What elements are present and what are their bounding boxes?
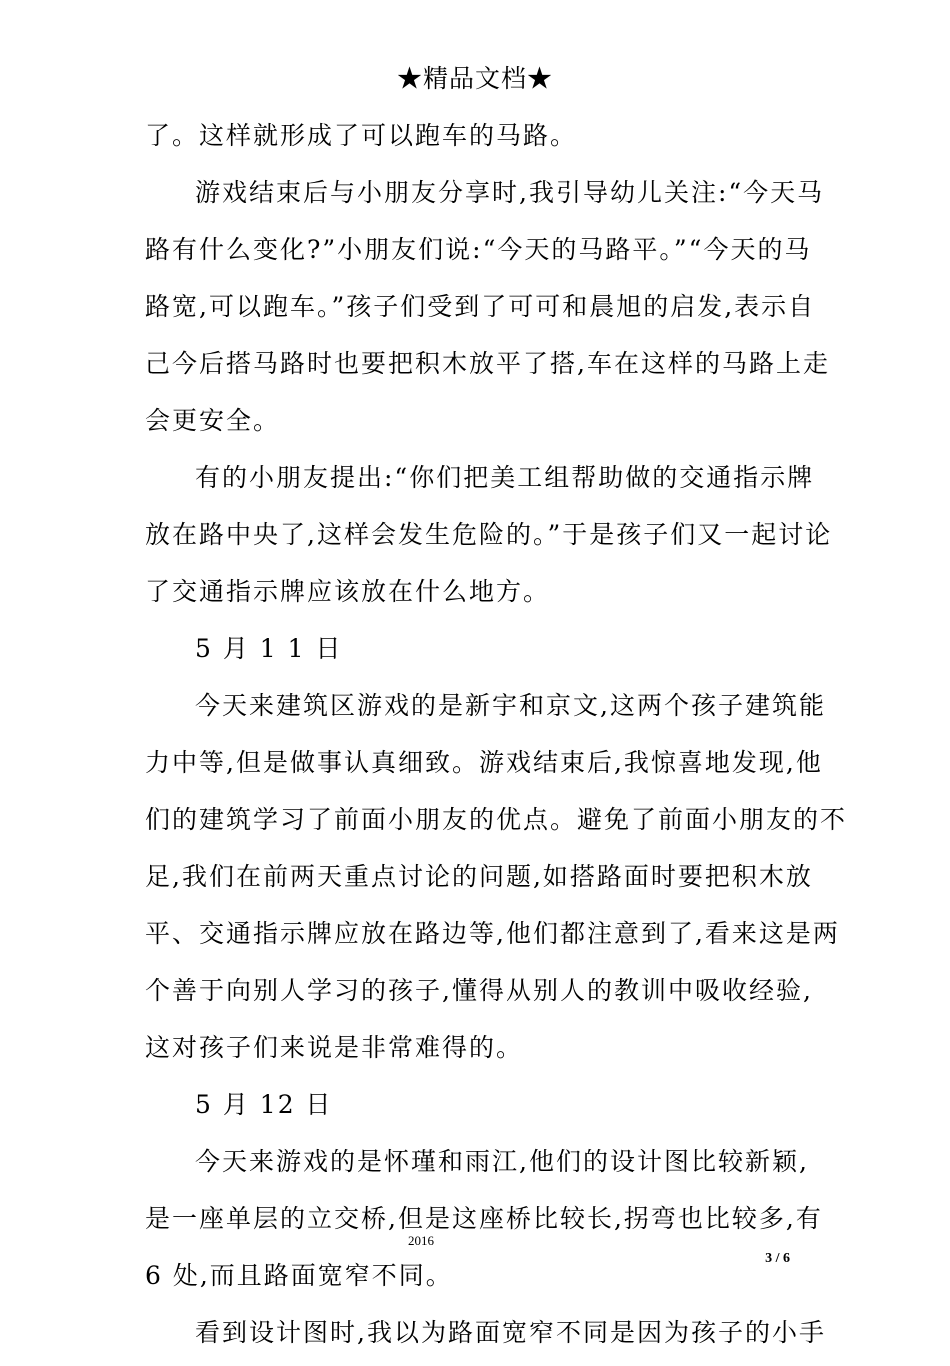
text-line: 了。这样就形成了可以跑车的马路。 [145,121,578,150]
date-heading: 5 月 12 日 [195,1090,333,1119]
text-line: 平、交通指示牌应放在路边等,他们都注意到了,看来这是两 [145,919,840,948]
text-line: 会更安全。 [145,406,281,435]
text-line: 路有什么变化?”小朋友们说:“今天的马路平。”“今天的马 [145,235,812,264]
page-header-title: ★精品文档★ [396,64,553,93]
text-line: 游戏结束后与小朋友分享时,我引导幼儿关注:“今天马 [195,178,825,207]
document-body [145,112,848,1366]
text-line: 今天来游戏的是怀瑾和雨江,他们的设计图比较新颖, [195,1147,809,1176]
text-line: 力中等,但是做事认真细致。游戏结束后,我惊喜地发现,他 [145,748,823,777]
text-line: 己今后搭马路时也要把积木放平了搭,车在这样的马路上走 [145,349,830,378]
text-line: 足,我们在前两天重点讨论的问题,如搭路面时要把积木放 [145,862,813,891]
text-line: 看到设计图时,我以为路面宽窄不同是因为孩子的小手 [195,1318,826,1347]
date-heading: 5 月 1 1 日 [195,634,343,663]
text-line: 有的小朋友提出:“你们把美工组帮助做的交通指示牌 [195,463,815,492]
text-line: 6 处,而且路面宽窄不同。 [145,1261,453,1290]
text-line: 是一座单层的立交桥,但是这座桥比较长,拐弯也比较多,有 [145,1204,823,1233]
text-line: 个善于向别人学习的孩子,懂得从别人的教训中吸收经验, [145,976,813,1005]
page-number: 3 / 6 [765,1251,790,1266]
text-line: 路宽,可以跑车。”孩子们受到了可可和晨旭的启发,表示自 [145,292,816,321]
text-line: 这对孩子们来说是非常难得的。 [145,1033,524,1062]
text-line: 们的建筑学习了前面小朋友的优点。避免了前面小朋友的不 [145,805,848,834]
text-line: 放在路中央了,这样会发生危险的。”于是孩子们又一起讨论 [145,520,833,549]
text-line: 了交通指示牌应该放在什么地方。 [145,577,551,606]
text-line: 今天来建筑区游戏的是新宇和京文,这两个孩子建筑能 [195,691,826,720]
footer-year: 2016 [408,1233,434,1248]
